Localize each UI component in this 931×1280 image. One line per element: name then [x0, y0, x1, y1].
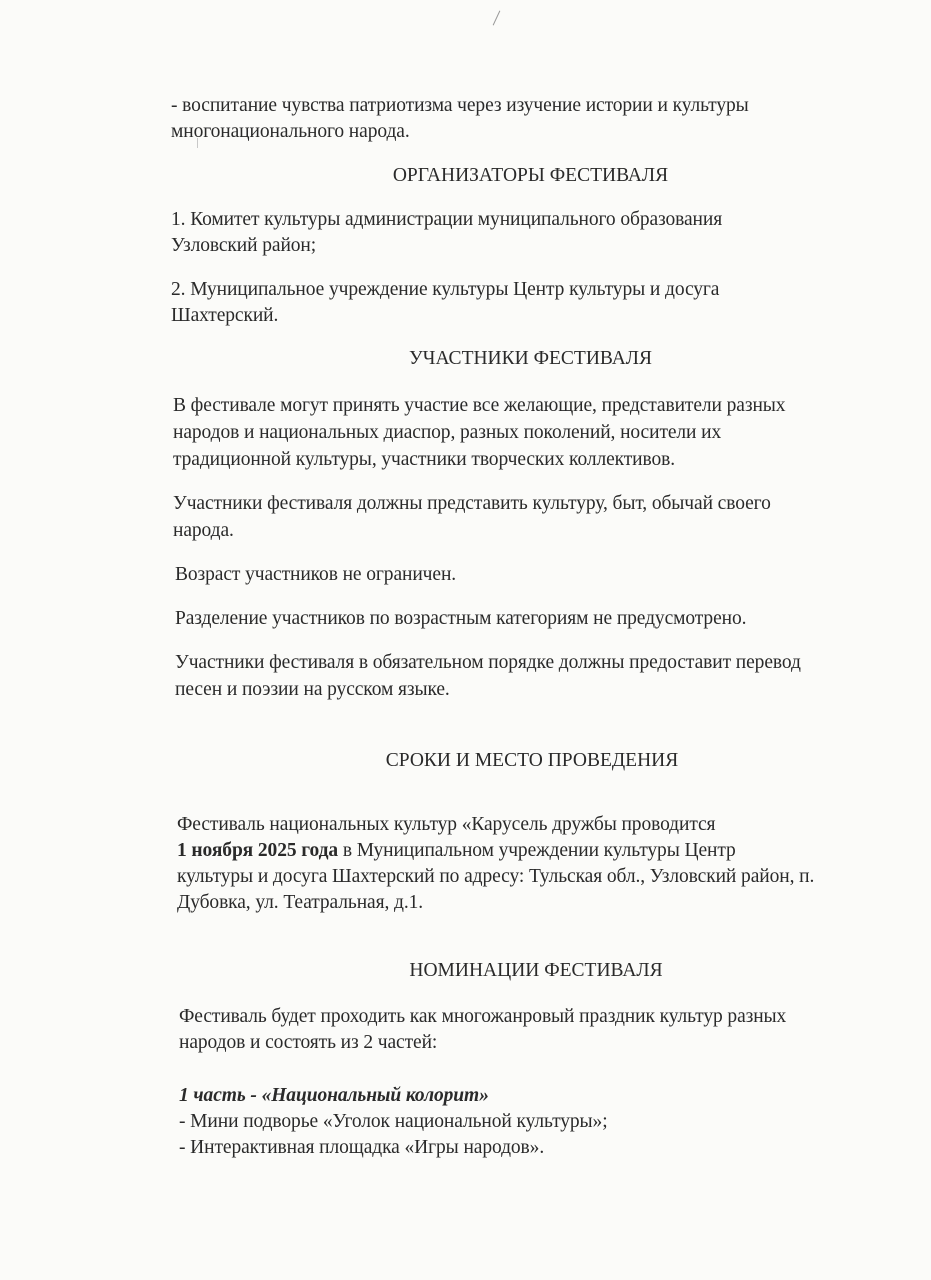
participants-paragraph: народа.	[173, 520, 234, 541]
organizer-item: 1. Комитет культуры администрации муниципального образования	[171, 209, 723, 230]
intro-line: - воспитание чувства патриотизма через изучение истории и культуры	[171, 95, 749, 116]
timing-paragraph	[177, 838, 736, 864]
intro-line: многонационального народа.	[171, 121, 410, 142]
participants-paragraph: песен и поэзии на русском языке.	[175, 679, 450, 700]
participants-paragraph: народов и национальных диаспор, разных поколений, носители их	[173, 422, 722, 443]
participants-paragraph: Участники фестиваля в обязательном порядке должны предоставит перевод	[175, 652, 801, 673]
part1-item: - Интерактивная площадка «Игры народов».	[179, 1137, 545, 1158]
organizer-item: Узловский район;	[171, 235, 317, 256]
nominations-intro: Фестиваль будет проходить как многожанровый праздник культур разных	[179, 1006, 787, 1027]
organizer-item: Шахтерский.	[171, 305, 279, 326]
participants-paragraph: В фестивале могут принять участие все желающие, представители разных	[173, 395, 786, 416]
section-heading-organizers: ОРГАНИЗАТОРЫ ФЕСТИВАЛЯ	[392, 165, 669, 186]
participants-paragraph: Участники фестиваля должны представить культуру, быт, обычай своего	[173, 493, 771, 514]
timing-paragraph: Фестиваль национальных культур «Карусель дружбы проводится	[177, 814, 716, 835]
timing-paragraph: Дубовка, ул. Театральная, д.1.	[177, 892, 424, 913]
event-date: 1 ноября 2025 года	[177, 840, 339, 861]
section-heading-timing: СРОКИ И МЕСТО ПРОВЕДЕНИЯ	[385, 750, 679, 771]
participants-paragraph: традиционной культуры, участники творческих коллективов.	[173, 449, 676, 470]
section-heading-nominations: НОМИНАЦИИ ФЕСТИВАЛЯ	[409, 960, 663, 981]
timing-paragraph: культуры и досуга Шахтерский по адресу: Тульская обл., Узловский район, п.	[177, 866, 815, 887]
timing-venue: в Муниципальном учреждении культуры Центр	[338, 840, 736, 861]
organizer-item: 2. Муниципальное учреждение культуры Центр культуры и досуга	[171, 279, 720, 300]
nominations-intro: народов и состоять из 2 частей:	[179, 1032, 438, 1053]
part1-item: - Мини подворье «Уголок национальной культуры»;	[179, 1111, 608, 1132]
part1-title: 1 часть - «Национальный колорит»	[179, 1085, 489, 1106]
participants-paragraph: Разделение участников по возрастным категориям не предусмотрено.	[175, 608, 747, 629]
section-heading-participants: УЧАСТНИКИ ФЕСТИВАЛЯ	[408, 348, 653, 369]
participants-paragraph: Возраст участников не ограничен.	[175, 564, 457, 585]
scan-mark	[493, 11, 501, 26]
